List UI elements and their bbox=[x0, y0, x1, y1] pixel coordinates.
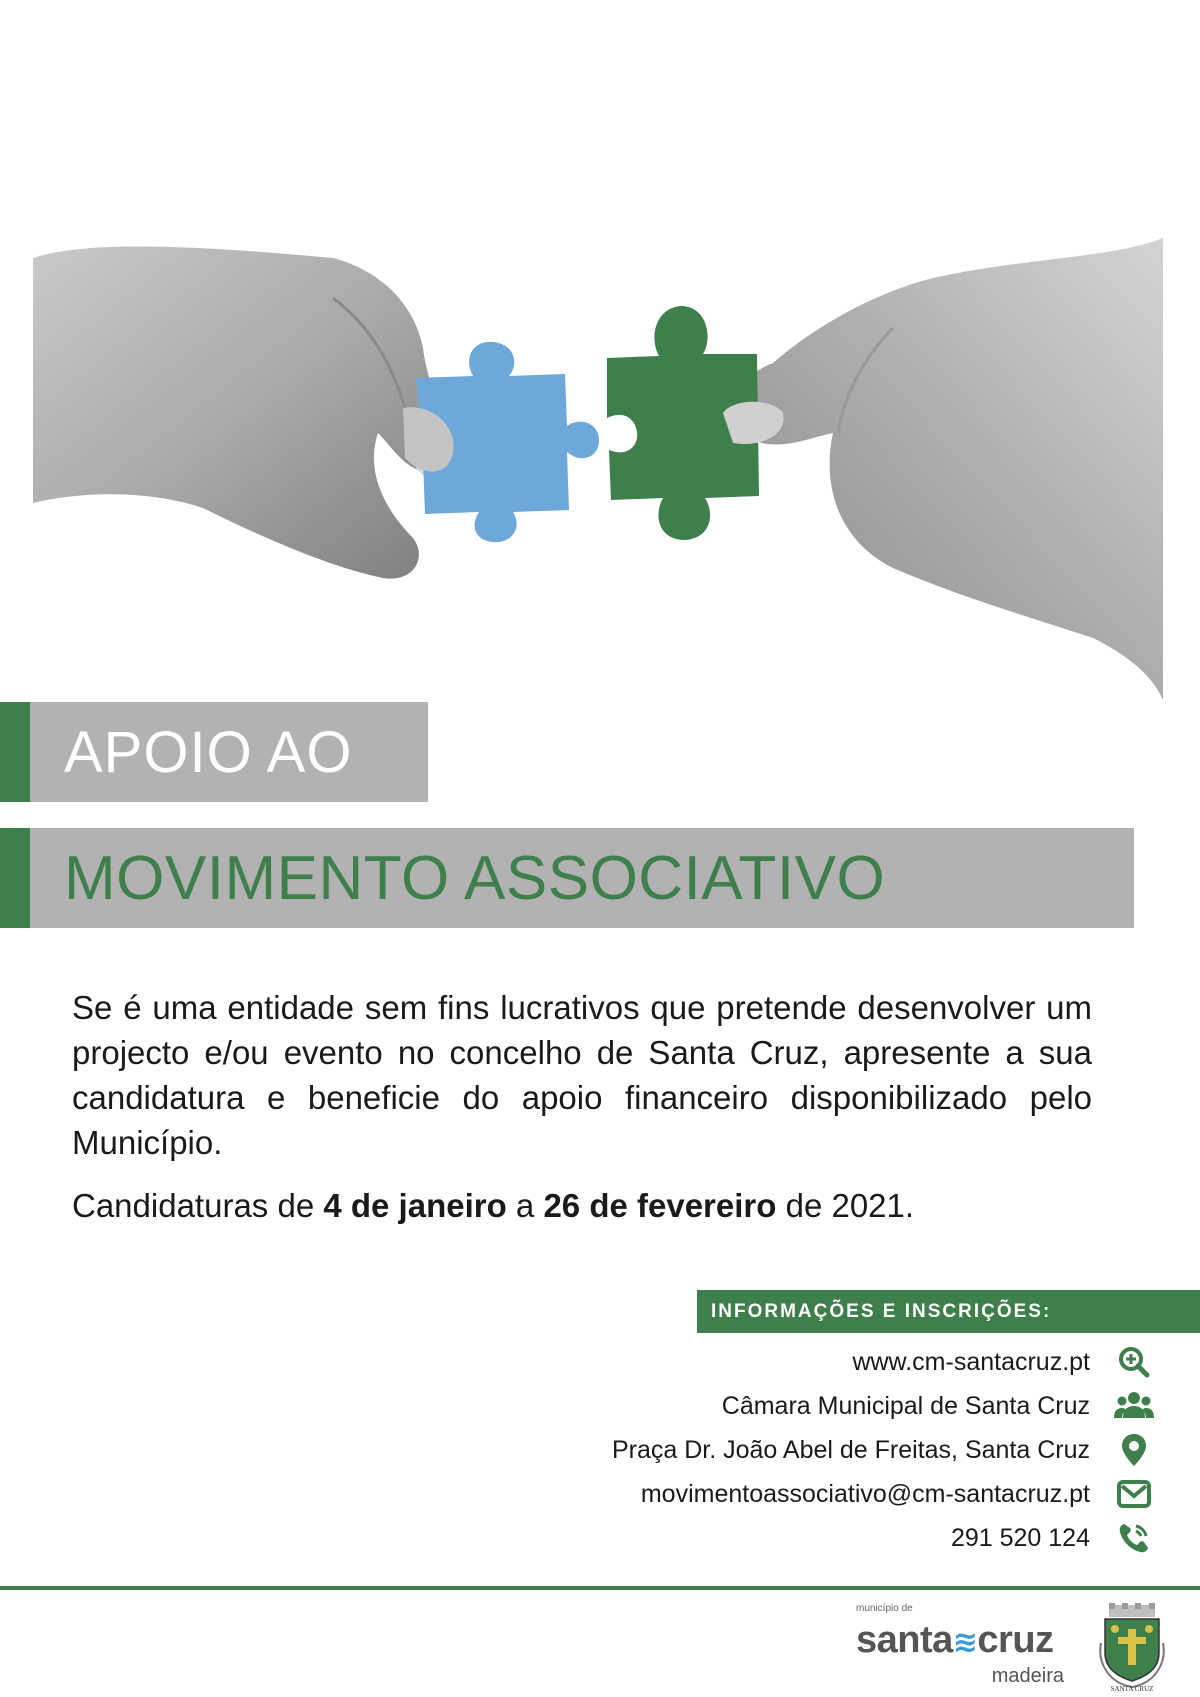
contact-email[interactable] bbox=[0, 1474, 1200, 1514]
coat-of-arms-icon bbox=[1095, 1603, 1169, 1693]
logo-brand-b: cruz bbox=[977, 1619, 1054, 1661]
dates-start: 4 de janeiro bbox=[323, 1187, 507, 1224]
hero-image bbox=[33, 238, 1163, 700]
logo-brand-a: santa bbox=[856, 1619, 953, 1661]
title-box-line2 bbox=[30, 828, 1134, 928]
dates-prefix: Candidaturas de bbox=[72, 1187, 324, 1224]
search-plus-icon bbox=[1116, 1344, 1152, 1380]
title-line1: APOIO AO bbox=[64, 719, 353, 785]
contact-website-text[interactable]: www.cm-santacruz.pt bbox=[852, 1348, 1090, 1376]
title-bar-line2 bbox=[0, 828, 1134, 928]
users-icon bbox=[1114, 1388, 1154, 1424]
hands-puzzle-illustration bbox=[33, 238, 1163, 700]
dates-suffix: de 2021. bbox=[776, 1187, 915, 1224]
info-header-label: INFORMAÇÕES E INSCRIÇÕES: bbox=[711, 1300, 1052, 1322]
application-dates bbox=[72, 1183, 914, 1228]
mail-icon bbox=[1116, 1476, 1152, 1512]
logo-brand bbox=[856, 1619, 1054, 1662]
body-paragraph: Se é uma entidade sem fins lucrativos que pretende desenvolver um projecto e/ou evento no concelho de Santa Cruz, apresente a sua candidatura e beneficie do apoio financeiro disponibilizado pelo Município. bbox=[72, 989, 1092, 1161]
contact-phone-text[interactable]: 291 520 124 bbox=[950, 1524, 1090, 1552]
contact-organization bbox=[0, 1386, 1200, 1426]
title-accent-bar bbox=[0, 702, 30, 802]
footer-divider bbox=[0, 1586, 1200, 1590]
phone-icon bbox=[1116, 1520, 1152, 1556]
wave-icon: ≋ bbox=[952, 1626, 978, 1659]
dates-end: 26 de fevereiro bbox=[543, 1187, 777, 1224]
contact-email-text[interactable]: movimentoassociativo@cm-santacruz.pt bbox=[640, 1480, 1090, 1508]
contact-address-text: Praça Dr. João Abel de Freitas, Santa Cruz bbox=[611, 1436, 1090, 1464]
municipality-logo bbox=[856, 1603, 1076, 1695]
contact-address bbox=[0, 1430, 1200, 1470]
map-pin-icon bbox=[1116, 1432, 1152, 1468]
title-line2: MOVIMENTO ASSOCIATIVO bbox=[64, 843, 886, 913]
logo-small-text: município de bbox=[856, 1603, 913, 1614]
title-accent-bar bbox=[0, 828, 30, 928]
dates-middle: a bbox=[506, 1187, 544, 1224]
logo-region: madeira bbox=[991, 1665, 1064, 1687]
title-box-line1 bbox=[30, 702, 428, 802]
contact-phone[interactable] bbox=[0, 1518, 1200, 1558]
contact-website[interactable] bbox=[0, 1342, 1200, 1382]
info-header bbox=[697, 1290, 1200, 1333]
title-bar-line1 bbox=[0, 702, 428, 802]
crest-label: SANTA CRUZ bbox=[1110, 1685, 1154, 1693]
contact-organization-text: Câmara Municipal de Santa Cruz bbox=[721, 1392, 1090, 1420]
